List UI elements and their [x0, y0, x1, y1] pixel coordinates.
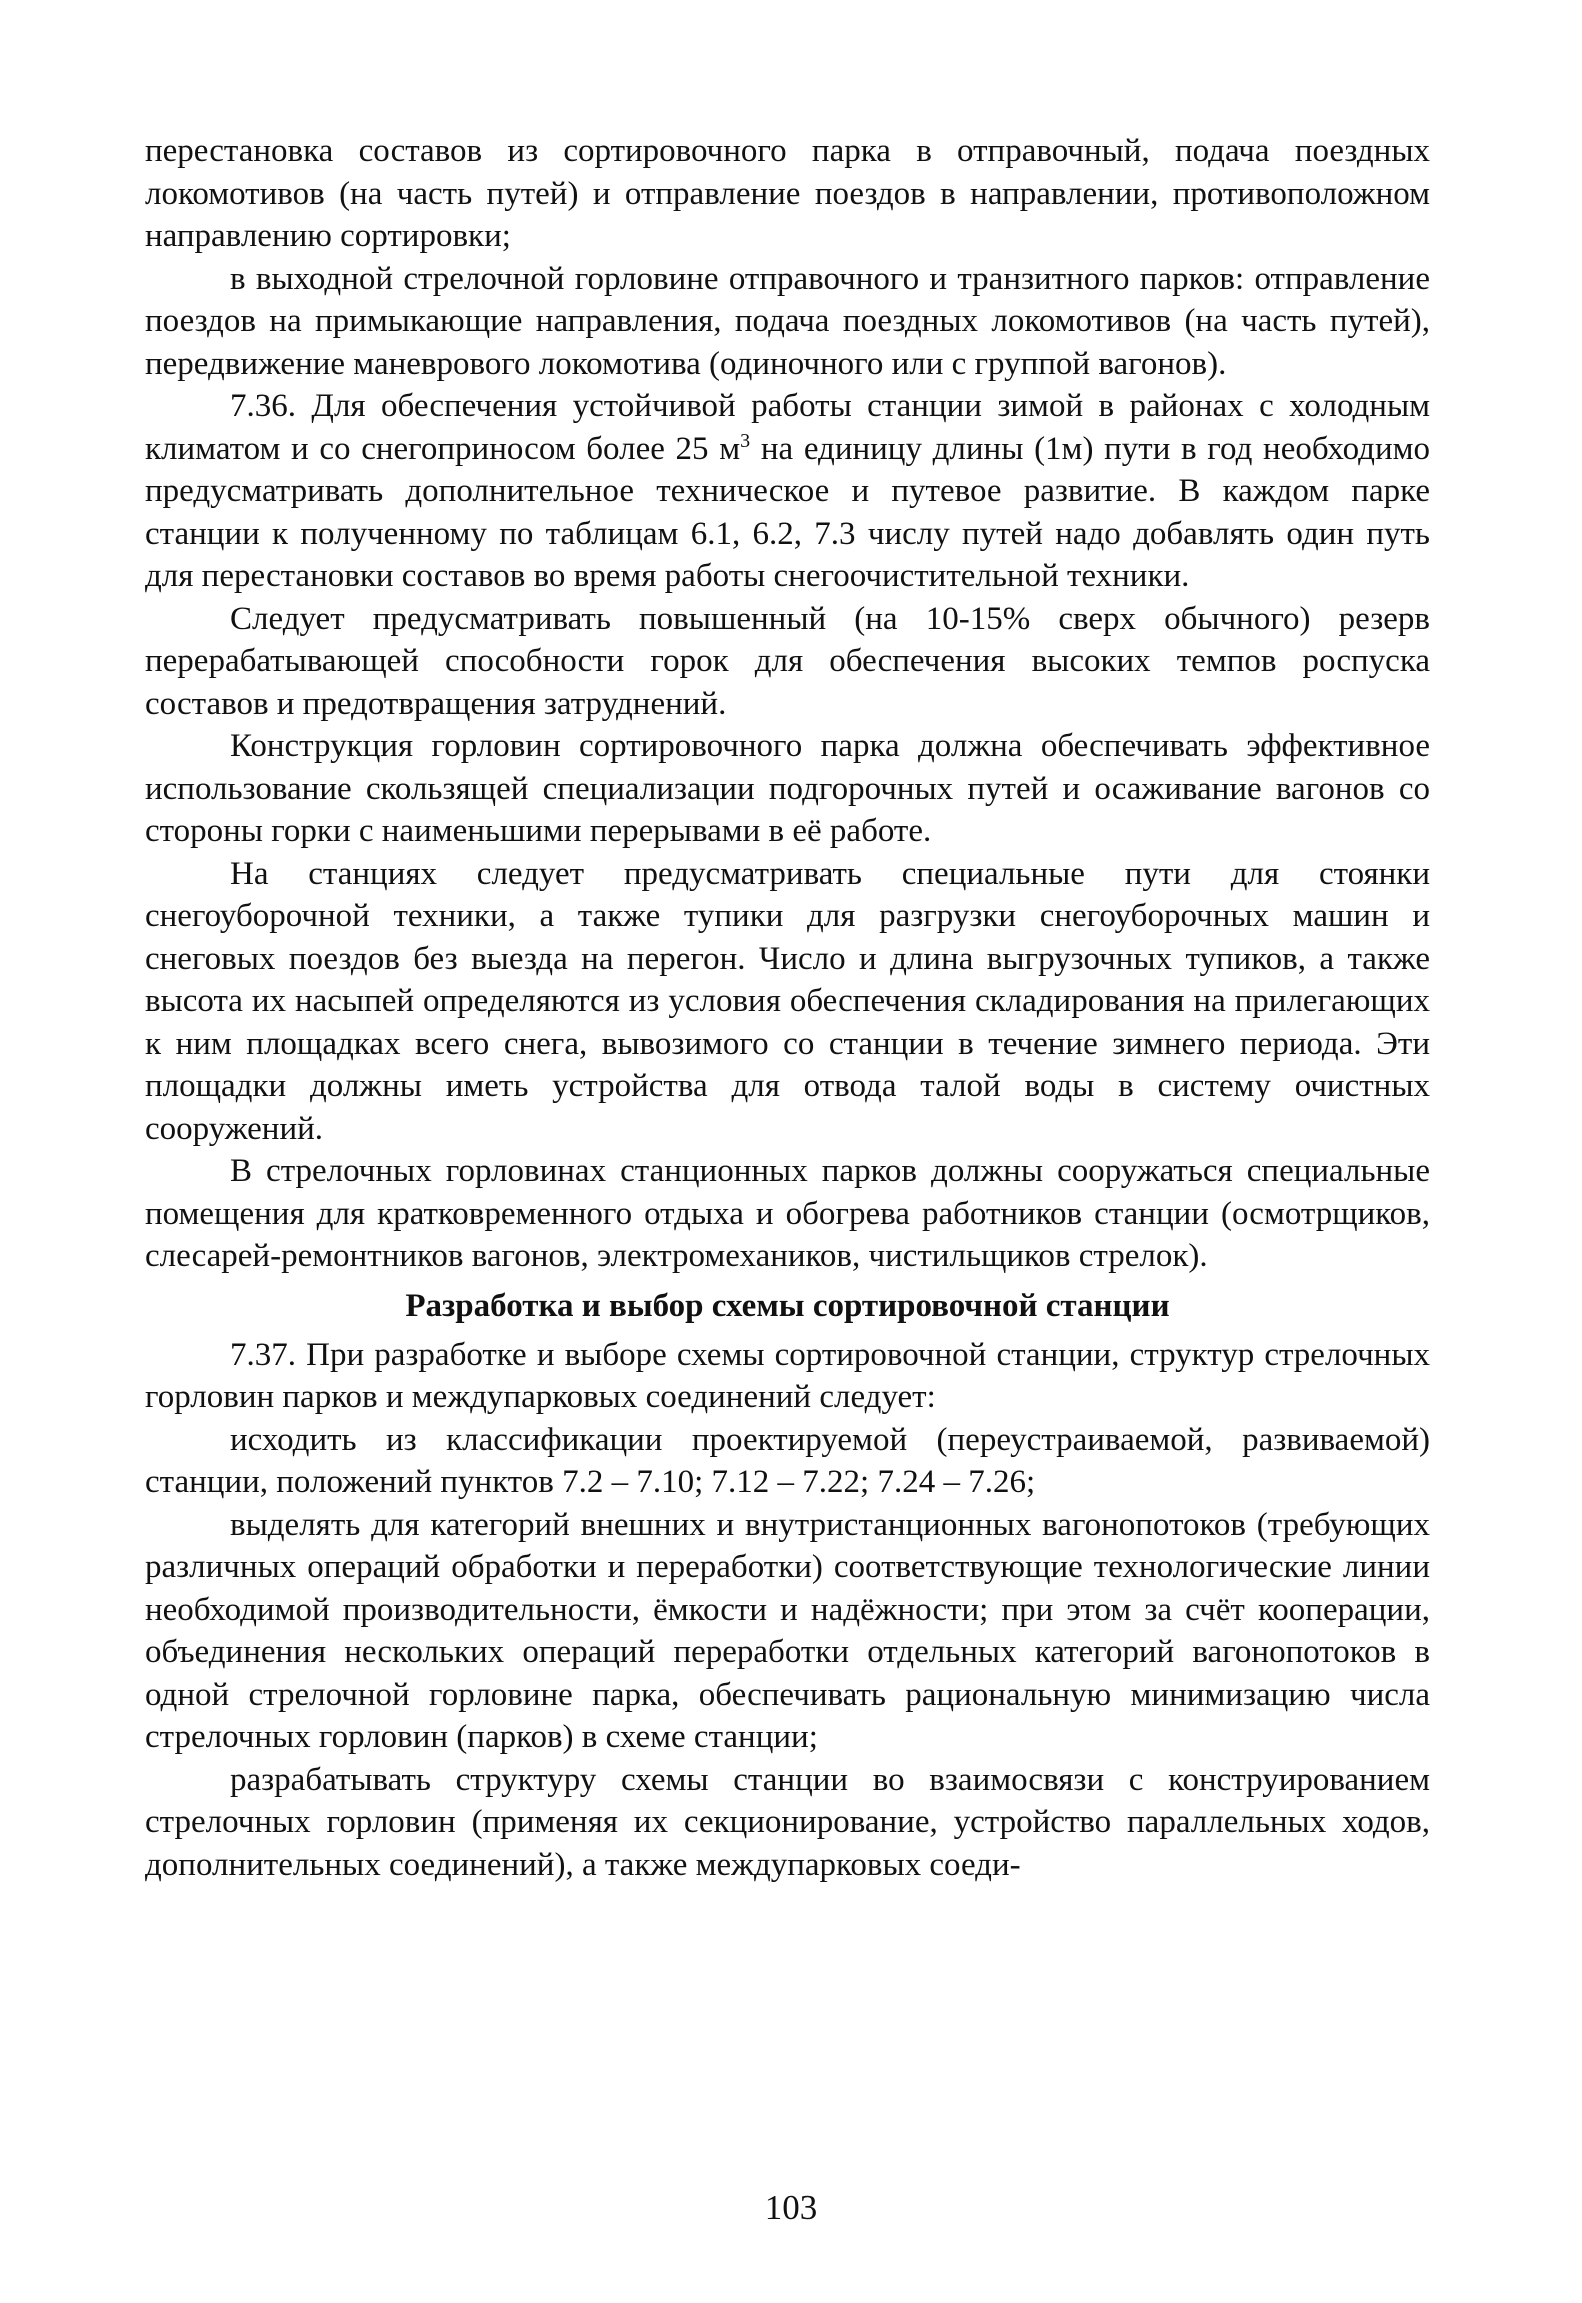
paragraph-snow-tracks: На станциях следует предусматривать специальные пути для стоянки снегоуборочной техники, а также тупики для разгрузки снегоуборочных машин и снеговых поездов без выезда на перегон. Число и длина выгрузочных тупиков, а также высота их насыпей определяются из условия обеспечения складирования на прилегающих к ним площадках всего снега, вывозимого со станции в течение зимнего периода. Эти площадки должны иметь устройства для отвода талой воды в систему очистных сооружений.: [145, 855, 1430, 1147]
paragraph-exit-throat: в выходной стрелочной горловине отправочного и транзитного парков: отправление поездов на примыкающие направления, подача поездных локомотивов (на часть путей), передвижение маневрового локомотива (одиночного или с группой вагонов).: [145, 260, 1430, 382]
paragraph-7-36-end: на единицу длины (1м) пути в год необходимо предусматривать дополнительное техническое и путевое развитие. В каждом парке станции к полученному по таблицам 6.1, 6.2, 7.3 числу путей надо добавлять один путь для перестановки составов во время работы снегоочистительной техники.: [145, 430, 1431, 594]
paragraph-7-36-start: 7.36. Для обеспечения устойчивой работы станции зимой в районах с холодным климатом и со снегоприносом более 25 м: [145, 388, 1430, 467]
paragraph-7-36: [145, 385, 1430, 598]
superscript-cube: 3: [740, 429, 751, 452]
paragraph-hump-reserve: Следует предусматривать повышенный (на 10-15% сверх обычного) резерв перерабатывающей способности горок для обеспечения высоких темпов роспуска составов и предотвращения затруднений.: [145, 600, 1430, 722]
paragraph-throat-design: Конструкция горловин сортировочного парка должна обеспечивать эффективное использование скользящей специализации подгорочных путей и осаживание вагонов со стороны горки с наименьшими перерывами в её работе.: [145, 728, 1430, 849]
paragraph-classification: исходить из классификации проектируемой (переустраиваемой, развиваемой) станции, положений пунктов 7.2 – 7.10; 7.12 – 7.22; 7.24 – 7.26;: [145, 1421, 1430, 1500]
paragraph-continuation: перестановка составов из сортировочного парка в отправочный, подача поездных локомотивов (на часть путей) и отправление поездов в направлении, противоположном направлению сортировки;: [145, 133, 1430, 254]
paragraph-structure: разрабатывать структуру схемы станции во взаимосвязи с конструированием стрелочных горловин (применяя их секционирование, устройство параллельных ходов, дополнительных соединений), а также междупарковых соеди-: [145, 1761, 1430, 1883]
page-number: 103: [764, 2188, 818, 2227]
body-text: [145, 130, 1430, 1886]
section-heading: Разработка и выбор схемы сортировочной станции: [405, 1287, 1170, 1324]
paragraph-7-37: 7.37. При разработке и выборе схемы сортировочной станции, структур стрелочных горловин парков и междупарковых соединений следует:: [145, 1336, 1430, 1415]
paragraph-rest-rooms: В стрелочных горловинах станционных парков должны сооружаться специальные помещения для кратковременного отдыха и обогрева работников станции (осмотрщиков, слесарей-ремонтников вагонов, электромехаников, чистильщиков стрелок).: [145, 1153, 1430, 1274]
paragraph-tech-lines: выделять для категорий внешних и внутристанционных вагонопотоков (требующих различных операций обработки и переработки) соответствующие технологические линии необходимой производительности, ёмкости и надёжности; при этом за счёт кооперации, объединения нескольких операций переработки отдельных категорий вагонопотоков в одной стрелочной горловине парка, обеспечивать рациональную минимизацию числа стрелочных горловин (парков) в схеме станции;: [145, 1506, 1430, 1755]
